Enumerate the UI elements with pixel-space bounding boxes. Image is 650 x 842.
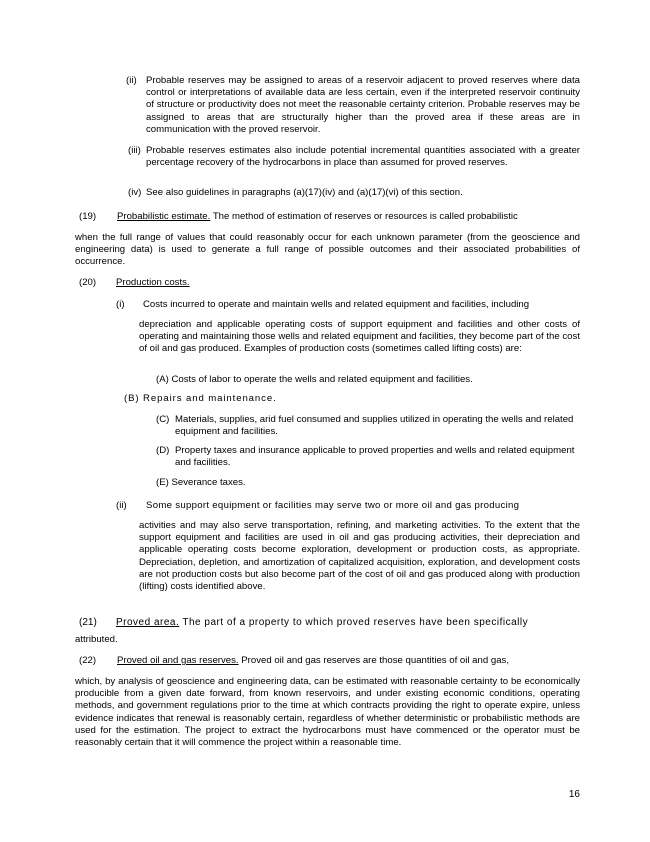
item-marker: (C): [156, 414, 170, 425]
item-20-D: [156, 445, 580, 469]
item-marker: (ii): [116, 500, 127, 511]
section-first-line: The part of a property to which proved reserves have been specifically: [182, 617, 529, 628]
section-21-body: attributed.: [75, 634, 118, 645]
item-20-E: (E) Severance taxes.: [156, 477, 246, 488]
item-iv: [128, 187, 580, 199]
section-title: Proved area.: [116, 617, 180, 628]
item-text: See also guidelines in paragraphs (a)(17)(iv) and (a)(17)(vi) of this section.: [146, 187, 463, 198]
section-number: (21): [79, 617, 97, 628]
item-first-line: Some support equipment or facilities may serve two or more oil and gas producing: [146, 500, 520, 511]
item-20-C: [156, 414, 580, 438]
item-marker: (D): [156, 445, 170, 456]
section-number: (22): [79, 655, 97, 666]
item-iii: [128, 145, 580, 169]
section-20-heading: [79, 277, 190, 289]
section-number: (20): [79, 277, 97, 288]
section-number: (19): [79, 211, 97, 222]
item-20-B: (B) Repairs and maintenance.: [124, 393, 277, 404]
item-marker: (iii): [128, 145, 141, 156]
page-number: 16: [568, 789, 580, 800]
item-text: Probable reserves may be assigned to areas of a reservoir adjacent to proved reserves where data control or interpretations of available data are less certain, even if the interpreted reservoir continuity of structure or productivity does not meet the reasonable certainty criterion. Probable reserves may be assigned to areas that are structurally higher than the proved area if these areas are in communication with the proved reservoir.: [146, 75, 580, 135]
item-text: Probable reserves estimates also include potential incremental quantities associated with a greater percentage recovery of the hydrocarbons in place than assumed for proved reserves.: [146, 145, 580, 169]
section-first-line: The method of estimation of reserves or resources is called probabilistic: [212, 211, 518, 222]
item-20-i-body: depreciation and applicable operating costs of support equipment and facilities and other costs of operating and maintaining those wells and related equipment and facilities, they become part of the cost of oil and gas produced. Examples of production costs (sometimes called lifting costs) are:: [139, 319, 580, 355]
section-22-heading: [79, 655, 509, 667]
section-19-heading: [79, 211, 589, 223]
section-first-line: Proved oil and gas reserves are those quantities of oil and gas,: [241, 655, 509, 666]
item-20-ii-first: [116, 500, 519, 512]
item-first-line: Costs incurred to operate and maintain wells and related equipment and facilities, including: [143, 299, 530, 310]
section-19-body: when the full range of values that could reasonably occur for each unknown parameter (from the geoscience and engineering data) is used to generate a full range of possible outcomes and their associated probabilities of occurrence.: [75, 232, 580, 268]
item-20-ii-body: activities and may also serve transportation, refining, and marketing activities. To the extent that the support equipment and facilities are used in oil and gas producing activities, their depreciation and applicable operating costs become exploration, development or production costs, as appropriate. Depreciation, depletion, and amortization of capitalized acquisition, exploration, and development costs are not production costs but also become part of the cost of oil and gas produced along with production (lifting) costs identified above.: [139, 520, 580, 593]
item-text: Materials, supplies, arid fuel consumed and supplies utilized in operating the wells and related equipment and facilities.: [175, 414, 574, 438]
item-20-A: (A) Costs of labor to operate the wells and related equipment and facilities.: [156, 374, 473, 385]
section-21-heading: [79, 617, 528, 629]
item-ii: [126, 75, 580, 136]
item-marker: (i): [116, 299, 125, 310]
item-marker: (ii): [126, 75, 137, 86]
section-title: Production costs.: [116, 277, 190, 288]
section-title: Probabilistic estimate.: [117, 211, 211, 222]
item-20-i-first: [116, 299, 529, 311]
item-text: Property taxes and insurance applicable to proved properties and wells and related equipment and facilities.: [175, 445, 575, 469]
section-title: Proved oil and gas reserves.: [117, 655, 239, 666]
item-marker: (iv): [128, 187, 142, 198]
section-22-body: which, by analysis of geoscience and engineering data, can be estimated with reasonable certainty to be economically producible from a given date forward, from known reservoirs, and under existing economic conditions, operating methods, and government regulations prior to the time at which contracts providing the right to operate expire, unless evidence indicates that renewal is reasonably certain, regardless of whether deterministic or probabilistic methods are used for the estimation. The project to extract the hydrocarbons must have commenced or the operator must be reasonably certain that it will commence the project within a reasonable time.: [75, 676, 580, 749]
